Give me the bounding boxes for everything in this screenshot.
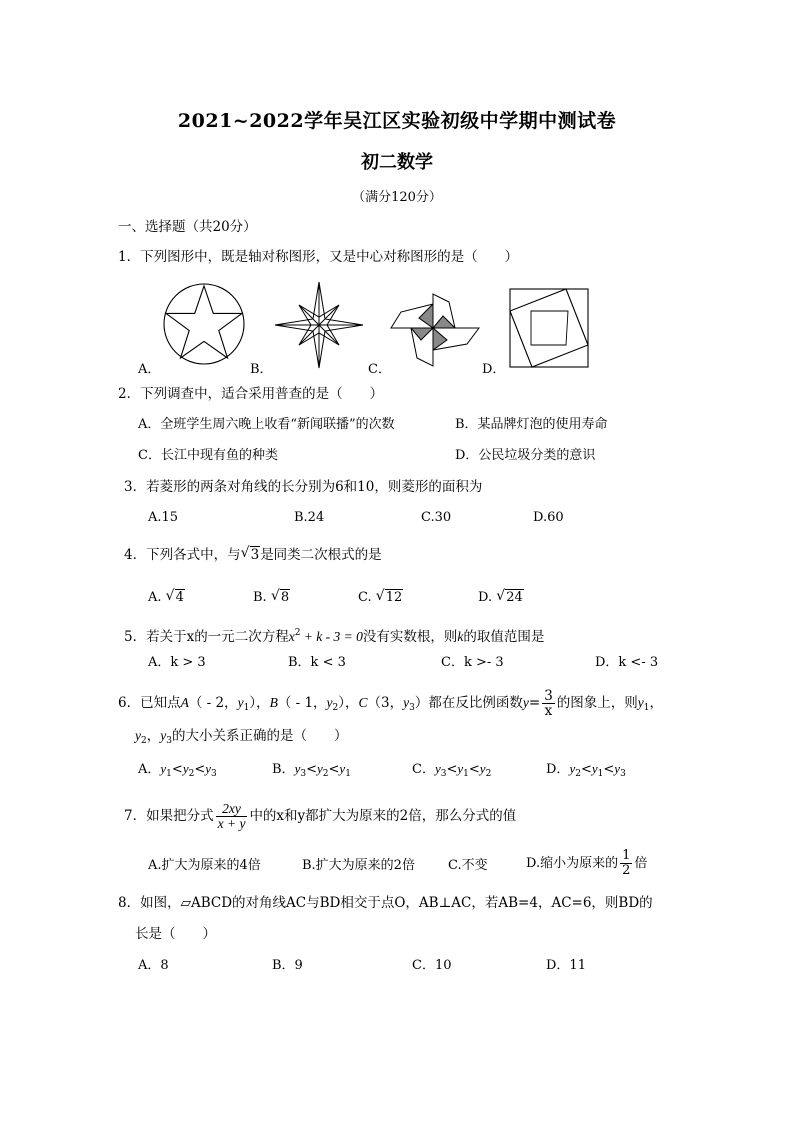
q3-option-c: C.30 xyxy=(421,510,452,525)
q4-option-c-radical xyxy=(376,589,404,607)
exam-title: 2021~2022学年吴江区实验初级中学期中测试卷 xyxy=(177,110,617,132)
q7-option-d xyxy=(526,849,647,878)
q6-b-y1: y xyxy=(339,761,346,776)
q2-option-c: C．长江中现有鱼的种类 xyxy=(138,448,278,463)
q6-a-s1: 1 xyxy=(166,769,172,779)
q6-point-c: C xyxy=(358,695,368,710)
q6-option-c xyxy=(412,760,491,783)
q4-option-c xyxy=(358,589,403,607)
q1-text: 1．下列图形中，既是轴对称图形，又是中心对称图形的是（ ） xyxy=(118,249,519,265)
q5-text xyxy=(124,624,544,646)
q7-frac-den: x + y xyxy=(217,816,246,831)
q4-option-d-radical xyxy=(496,589,524,607)
q4-radicand: 3 xyxy=(250,547,260,563)
q2-option-b: B．某品牌灯泡的使用寿命 xyxy=(455,417,608,432)
q2-text: 2．下列调查中，适合采用普查的是（ ） xyxy=(118,386,384,402)
q6-c-s1: 1 xyxy=(463,769,469,779)
q6-c-s2: 2 xyxy=(485,769,492,779)
q6-fn-y: y xyxy=(522,695,529,710)
q6-option-d xyxy=(546,760,626,783)
q6-line2-y3-sub: 3 xyxy=(166,736,172,746)
exam-score: （满分120分） xyxy=(352,190,442,205)
q4-option-a-radical xyxy=(166,589,185,607)
q6-point-a-coord: （ - 2， xyxy=(188,695,238,711)
q5-mid: 没有实数根，则 xyxy=(362,629,458,645)
q6-c-y1: y xyxy=(457,761,464,776)
q1-label-d: D． xyxy=(482,362,506,377)
q2-option-d: D．公民垃圾分类的意识 xyxy=(455,448,596,463)
q6-c-lt1: < xyxy=(446,762,458,777)
q6-frac-den: x xyxy=(544,703,553,719)
q6-b-y2: y xyxy=(316,761,323,776)
q6-text-line2: $y_2$，$y_3$的大小关系正确的是（ ） xyxy=(135,728,348,746)
q1-label-b: B． xyxy=(250,362,273,377)
q4-option-a-radicand: 4 xyxy=(175,590,184,605)
q6-post-y1-sub: 1 xyxy=(643,703,650,713)
q6-frac-num: 3 xyxy=(544,688,553,704)
q7-option-a: A.扩大为原来的4倍 xyxy=(148,858,261,873)
q6-y2-sub: 2 xyxy=(332,703,339,713)
q6-fraction xyxy=(542,689,555,718)
q5-option-c: C．k >- 3 xyxy=(441,655,504,670)
q6-close-c: ） xyxy=(414,695,429,711)
q6-b-label: B． xyxy=(272,762,295,777)
q4-option-b-radicand: 8 xyxy=(280,590,290,605)
q6-line2-y3: y xyxy=(160,728,167,743)
q8-text-line1: 8．如图，▱ABCD的对角线AC与BD相交于点O，AB⊥AC，若AB=4，AC=6，则BD的 xyxy=(118,895,653,911)
q6-point-b-coord: （ - 1， xyxy=(277,695,327,711)
q4-text xyxy=(124,546,382,564)
q6-a-lt2: < xyxy=(194,762,206,777)
q7-pre: 7．如果把分式 xyxy=(124,808,214,824)
q4-option-b-radical xyxy=(271,589,290,607)
q5-eq-rest: + k - 3 = 0 xyxy=(300,629,363,644)
q6-text-line1: 6．已知点A（ - 2，$y_1$），B（ - 1，$y_2$），C（3，$y_3$）都在反比例函数y= $\frac{3}{x}$ 的图象上，则$y_1$， xyxy=(118,688,664,719)
q6-pre: 6．已知点 xyxy=(118,695,181,711)
q7-d-pre: D.缩小为原来的 xyxy=(526,856,619,871)
q6-b-s2: 2 xyxy=(322,769,329,779)
q6-post-y1: y xyxy=(637,695,644,710)
q6-y1-sub: 1 xyxy=(243,703,250,713)
q6-d-lt1: < xyxy=(580,762,592,777)
q6-d-y1: y xyxy=(591,761,598,776)
q6-c-s3: 3 xyxy=(440,769,447,779)
q6-mid: 都在反比例函数 xyxy=(428,695,523,711)
q6-a-y: y xyxy=(160,761,167,776)
q6-line2-y2: y xyxy=(135,728,141,743)
q1-label-c: C． xyxy=(368,362,391,377)
q8-option-c: C．10 xyxy=(412,958,452,973)
q4-option-b-label: B. xyxy=(253,590,267,605)
q6-option-b xyxy=(272,760,351,783)
q6-a-s2: 2 xyxy=(188,769,195,779)
q6-eq: = xyxy=(528,695,541,711)
q6-c-y: y xyxy=(434,761,441,776)
q3-option-b: B.24 xyxy=(294,510,325,525)
q6-d-y3: y xyxy=(614,761,621,776)
q6-d-label: D． xyxy=(546,762,570,777)
q6-option-a xyxy=(138,760,217,783)
q5-option-a: A．k > 3 xyxy=(148,655,206,670)
q6-post: 的图象上，则 xyxy=(556,695,638,711)
q7-option-c: C.不变 xyxy=(448,858,488,873)
q7-text xyxy=(124,802,516,831)
q6-point-b: B xyxy=(269,695,278,710)
q1-label-a: A． xyxy=(138,362,161,377)
q5-eq-x: x xyxy=(288,629,295,644)
q6-y1: y xyxy=(237,695,244,710)
q6-a-lt1: < xyxy=(171,762,183,777)
q6-b-lt2: < xyxy=(328,762,340,777)
q7-option-b: B.扩大为原来的2倍 xyxy=(302,858,415,873)
q1-figure-a xyxy=(162,282,246,366)
q4-post: 是同类二次根式的是 xyxy=(260,547,382,563)
q6-point-a: A xyxy=(180,695,189,710)
q3-option-a: A.15 xyxy=(148,510,179,525)
q6-b-y: y xyxy=(294,761,301,776)
q7-frac-num: 2xy xyxy=(216,802,248,817)
q5-eq-exp: 2 xyxy=(294,628,301,638)
exam-subject: 初二数学 xyxy=(361,152,433,173)
q7-d-post: 倍 xyxy=(634,856,648,871)
q6-b-s1: 1 xyxy=(345,769,351,779)
q6-point-c-coord: （3， xyxy=(367,695,404,711)
q4-pre: 4．下列各式中，与 xyxy=(124,547,241,563)
q8-option-b: B．9 xyxy=(272,958,303,973)
q4-option-d-label: D. xyxy=(478,590,493,605)
q8-option-d: D．11 xyxy=(546,958,586,973)
q6-a-y2: y xyxy=(182,761,189,776)
q7-fraction xyxy=(216,802,248,831)
q3-text: 3．若菱形的两条对角线的长分别为6和10，则菱形的面积为 xyxy=(124,479,483,495)
q6-c-label: C． xyxy=(412,762,435,777)
q4-option-c-label: C. xyxy=(358,590,372,605)
q6-b-lt1: < xyxy=(306,762,317,777)
q1-figure-c xyxy=(389,292,481,370)
q4-option-a xyxy=(148,589,185,607)
q6-c-lt2: < xyxy=(468,762,480,777)
q5-pre: 5．若关于x的一元二次方程 xyxy=(124,629,289,645)
q8-option-a: A．8 xyxy=(138,958,169,973)
q7-post: 中的x和y都扩大为原来的2倍，那么分式的值 xyxy=(249,808,517,824)
q6-y2: y xyxy=(326,695,333,710)
q5-k: k xyxy=(457,629,464,644)
q6-close-a: ） xyxy=(249,695,257,711)
q4-option-a-label: A. xyxy=(148,590,162,605)
q6-d-s3: 3 xyxy=(620,769,626,779)
q6-a-label: A． xyxy=(138,762,161,777)
q5-option-b: B．k < 3 xyxy=(288,655,346,670)
q6-line2-post: 的大小关系正确的是（ ） xyxy=(171,728,348,744)
q1-figure-b xyxy=(273,280,365,370)
q4-option-b xyxy=(253,589,290,607)
q4-option-c-radicand: 12 xyxy=(385,590,403,605)
q8-text-line2: 长是（ ） xyxy=(135,926,216,942)
q6-c-y2: y xyxy=(479,761,486,776)
q6-a-y3: y xyxy=(205,761,212,776)
q6-close-b: ） xyxy=(338,695,346,711)
q6-y3-sub: 3 xyxy=(409,703,415,713)
q5-post: 的取值范围是 xyxy=(463,629,545,645)
q5-option-d: D．k <- 3 xyxy=(595,655,659,670)
q7-d-fraction xyxy=(620,849,632,878)
q6-d-lt2: < xyxy=(603,762,615,777)
q6-b-s3: 3 xyxy=(300,769,307,779)
q4-radical xyxy=(241,546,261,564)
q7-d-den: 2 xyxy=(622,863,631,878)
q6-d-s2: 2 xyxy=(575,769,581,779)
q6-a-s3: 3 xyxy=(211,769,217,779)
q6-y3: y xyxy=(403,695,410,710)
q1-figure-d xyxy=(508,287,590,369)
section-heading: 一、选择题（共20分） xyxy=(118,219,257,235)
q4-option-d xyxy=(478,589,524,607)
q6-d-y: y xyxy=(569,761,576,776)
q4-option-d-radicand: 24 xyxy=(506,590,523,605)
q2-option-a: A．全班学生周六晚上收看“新闻联播”的次数 xyxy=(138,417,395,432)
q3-option-d: D.60 xyxy=(533,510,564,525)
q6-line2-y2-sub: 2 xyxy=(141,736,147,746)
q6-d-s1: 1 xyxy=(597,769,604,779)
q7-d-num: 1 xyxy=(622,848,631,863)
